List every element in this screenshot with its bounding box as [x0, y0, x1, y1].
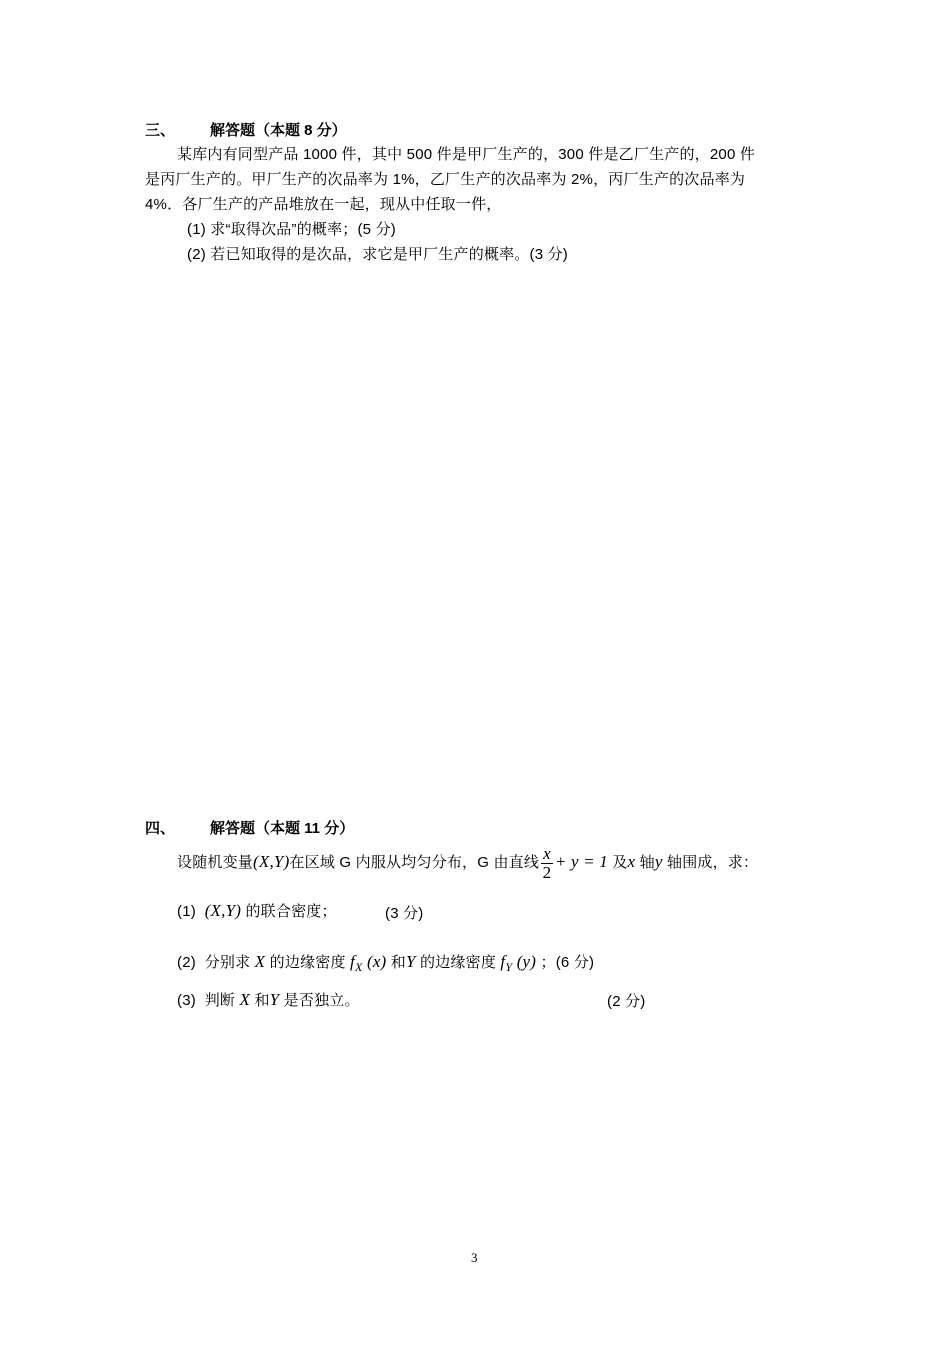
- subscript-Y: Y: [505, 960, 513, 974]
- q1-number: (1): [177, 903, 196, 920]
- q2-var-X: X: [254, 952, 266, 971]
- section-4-intro: [177, 842, 758, 883]
- q1-score: (3 分): [385, 905, 424, 922]
- section-3-line-1: 某库内有同型产品 1000 件，其中 500 件是甲厂生产的，300 件是乙厂生产的，200 件: [177, 146, 756, 163]
- q1-random-vector: (X,Y): [204, 901, 242, 920]
- q2-text-d: 的边缘密度: [420, 954, 497, 971]
- var-y: y: [654, 852, 663, 871]
- q3-text-b: 和: [254, 992, 270, 1009]
- intro-text-a: 设随机变量: [177, 854, 254, 871]
- q2-score: ；(6 分): [540, 954, 595, 971]
- q3-text-a: 判断: [204, 992, 236, 1009]
- q2-text-a: 分别求: [204, 954, 251, 971]
- q2-text-b: 的边缘密度: [269, 954, 346, 971]
- var-x: x: [627, 852, 636, 871]
- fraction-numerator: x: [543, 843, 551, 863]
- section-4-title: 解答题（本题 11 分）: [210, 820, 355, 837]
- section-4-question-3: [177, 989, 360, 1010]
- section-4-question-2: [177, 951, 594, 975]
- q2-var-Y: Y: [406, 952, 416, 971]
- intro-text-d: 轴: [639, 854, 655, 871]
- section-3-question-1: (1) 求“取得次品”的概率；(5 分): [187, 221, 396, 238]
- q3-number: (3): [177, 992, 196, 1009]
- intro-text-b: 在区域 G 内服从均匀分布，G 由直线: [289, 854, 540, 871]
- section-3-line-3: 4%．各厂生产的产品堆放在一起，现从中任取一件，: [145, 196, 502, 213]
- f-symbol-x: f: [350, 952, 355, 971]
- intro-text-c: 及: [612, 854, 628, 871]
- fraction-x-over-2: [541, 845, 553, 882]
- q3-score: (2 分): [607, 993, 646, 1010]
- q2-text-c: 和: [390, 954, 406, 971]
- q2-number: (2): [177, 954, 196, 971]
- equation-rest: + y = 1: [554, 852, 608, 871]
- section-3-line-2: 是丙厂生产的。甲厂生产的次品率为 1%，乙厂生产的次品率为 2%，丙厂生产的次品率为: [145, 171, 746, 188]
- marginal-density-x: [350, 952, 387, 974]
- q3-var-X: X: [239, 990, 251, 1009]
- q3-var-Y: Y: [269, 990, 280, 1009]
- section-3-title: 解答题（本题 8 分）: [210, 122, 347, 139]
- marginal-density-y: [500, 952, 537, 974]
- q3-text-c: 是否独立。: [283, 992, 360, 1009]
- subscript-X: X: [354, 960, 363, 974]
- section-3-label: 三、: [145, 122, 176, 139]
- random-vector: (X,Y): [253, 852, 290, 871]
- page-number: 3: [471, 1250, 478, 1265]
- section-4-label: 四、: [145, 820, 176, 837]
- fraction-denominator: 2: [542, 862, 552, 882]
- section-3-question-2: (2) 若已知取得的是次品，求它是甲厂生产的概率。(3 分): [187, 246, 569, 263]
- arg-x: (x): [366, 952, 387, 971]
- section-4-question-1: [177, 900, 337, 921]
- arg-y: (y): [516, 952, 537, 971]
- f-symbol-y: f: [500, 952, 506, 971]
- intro-text-e: 轴围成，求：: [667, 854, 759, 871]
- q1-text: 的联合密度；: [245, 903, 337, 920]
